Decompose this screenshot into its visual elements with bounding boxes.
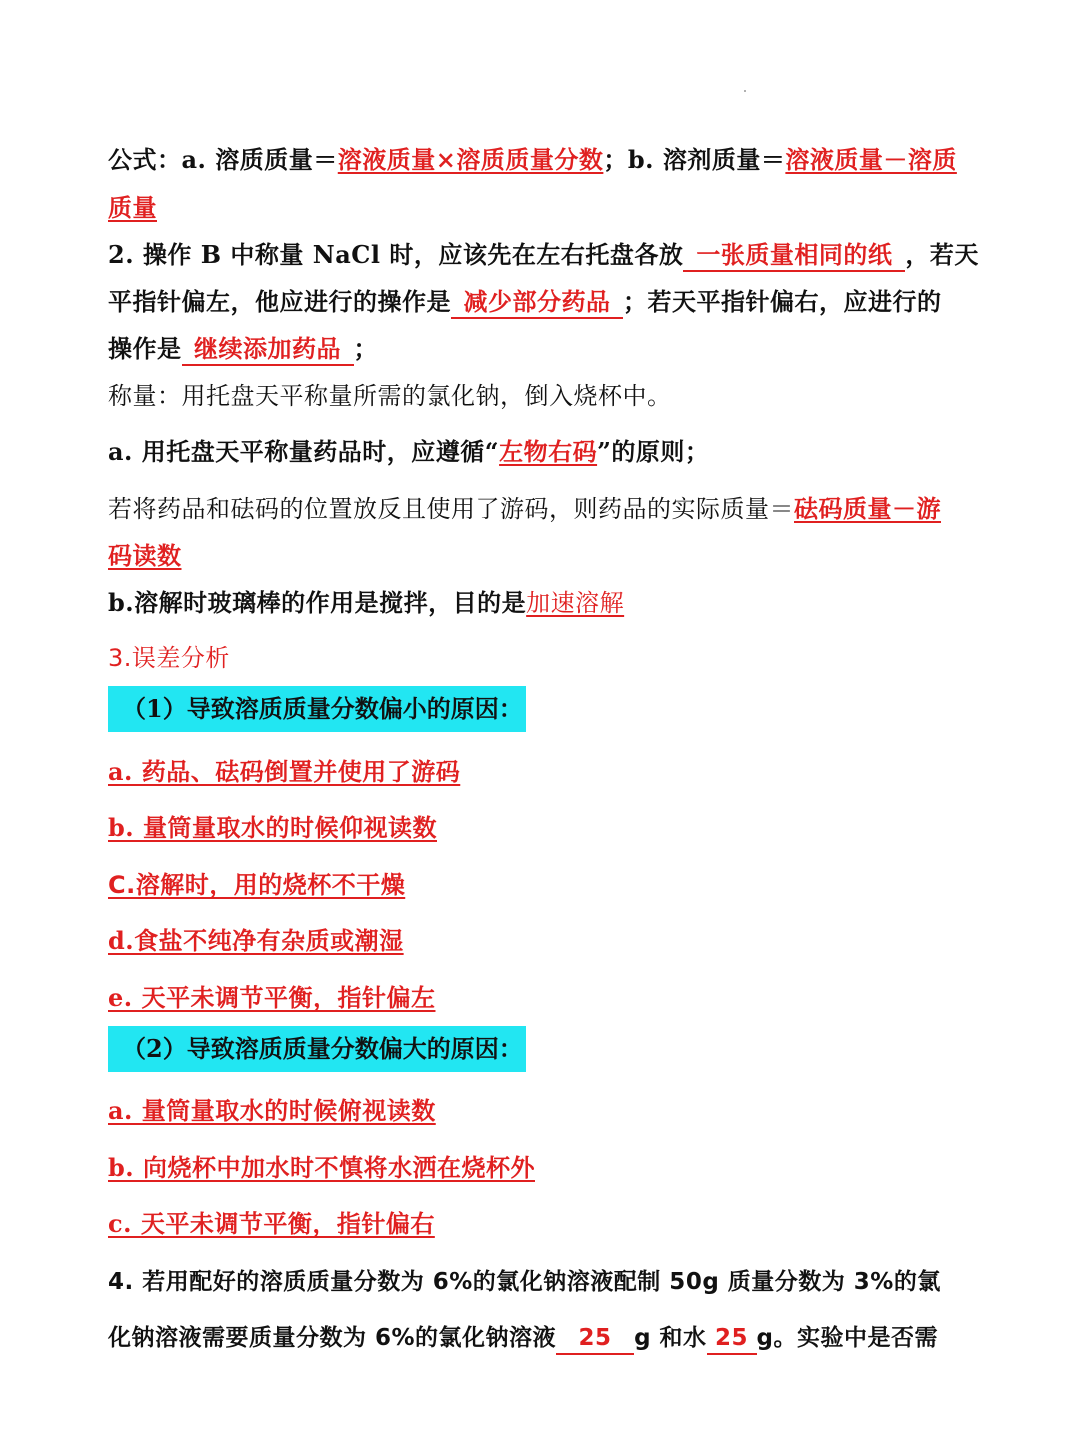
q4-line-1: 4. 若用配好的溶质质量分数为 6%的氯化钠溶液配制 50g 质量分数为 3%的氯	[108, 1269, 941, 1295]
formula-mid: ；b. 溶剂质量＝	[603, 145, 786, 174]
formula-line	[108, 143, 957, 177]
reverse-answer-2: 码读数	[108, 541, 182, 570]
reverse-prefix: 若将药品和砝码的位置放反且使用了游码，则药品的实际质量＝	[108, 495, 794, 523]
formula-prefix: 公式：a. 溶质质量＝	[108, 145, 338, 174]
reverse-line-2	[108, 539, 182, 573]
large-cause-item: a. 量筒量取水的时候俯视读数	[108, 1096, 436, 1125]
small-cause-item: a. 药品、砝码倒置并使用了游码	[108, 757, 461, 786]
small-cause-item: b. 量筒量取水的时候仰视读数	[108, 813, 437, 842]
point-b-line	[108, 586, 624, 620]
q4-line2-mid: g 和水	[634, 1325, 707, 1351]
q4-blank-2: 25	[707, 1323, 757, 1355]
q2-line3-prefix: 操作是	[108, 334, 182, 363]
q2-line-2	[108, 285, 942, 319]
error-analysis-heading: 3.误差分析	[108, 644, 230, 672]
large-cause-item: c. 天平未调节平衡，指针偏右	[108, 1209, 435, 1238]
q2-line-3	[108, 332, 378, 366]
point-b-answer: 加速溶解	[526, 589, 625, 617]
weighing-line	[108, 379, 672, 413]
point-a-line	[108, 435, 709, 469]
q2-blank-2: 减少部分药品	[451, 287, 623, 319]
weighing-text: 称量：用托盘天平称量所需的氯化钠，倒入烧杯中。	[108, 382, 672, 410]
q2-line1-prefix: 2. 操作 B 中称量 NaCl 时，应该先在左右托盘各放	[108, 240, 684, 269]
q4-line-2	[108, 1321, 938, 1355]
large-cause-item: b. 向烧杯中加水时不慎将水洒在烧杯外	[108, 1153, 535, 1182]
q4-line2-suffix: g。实验中是否需	[756, 1325, 939, 1351]
small-cause-item: d.食盐不纯净有杂质或潮湿	[108, 926, 404, 955]
q2-line-1	[108, 238, 979, 272]
point-a-answer: 左物右码	[499, 437, 598, 466]
formula-line-2	[108, 191, 157, 225]
q4-line2-prefix: 化钠溶液需要质量分数为 6%的氯化钠溶液	[108, 1325, 557, 1351]
large-cause-banner	[108, 1026, 526, 1072]
formula-b-answer-1: 溶液质量－溶质	[785, 145, 957, 174]
q4-blank-1: 25	[556, 1323, 634, 1355]
reverse-answer-1: 砝码质量－游	[794, 494, 941, 523]
formula-b-answer-2: 质量	[108, 193, 157, 222]
reverse-line-1	[108, 492, 941, 526]
q2-blank-1: 一张质量相同的纸	[683, 240, 905, 272]
point-b-prefix: b.溶解时玻璃棒的作用是搅拌，目的是	[108, 588, 527, 617]
small-cause-banner	[108, 686, 526, 732]
q2-line2-suffix: ；若天平指针偏右，应进行的	[623, 287, 942, 316]
small-cause-title: （1）导致溶质质量分数偏小的原因：	[122, 694, 523, 723]
point-a-prefix: a. 用托盘天平称量药品时，应遵循“	[108, 437, 500, 466]
q2-line2-prefix: 平指针偏左，他应进行的操作是	[108, 287, 451, 316]
q2-line3-suffix: ；	[353, 334, 378, 363]
stray-dot	[744, 90, 746, 92]
q2-line1-suffix: ，若天	[905, 240, 979, 269]
small-cause-item: e. 天平未调节平衡，指针偏左	[108, 983, 436, 1012]
small-cause-item: C.溶解时，用的烧杯不干燥	[108, 871, 406, 899]
formula-a-answer: 溶液质量×溶质质量分数	[337, 145, 604, 174]
large-cause-title: （2）导致溶质质量分数偏大的原因：	[122, 1034, 523, 1063]
point-a-suffix: ”的原则；	[597, 437, 710, 466]
q2-blank-3: 继续添加药品	[182, 334, 354, 366]
